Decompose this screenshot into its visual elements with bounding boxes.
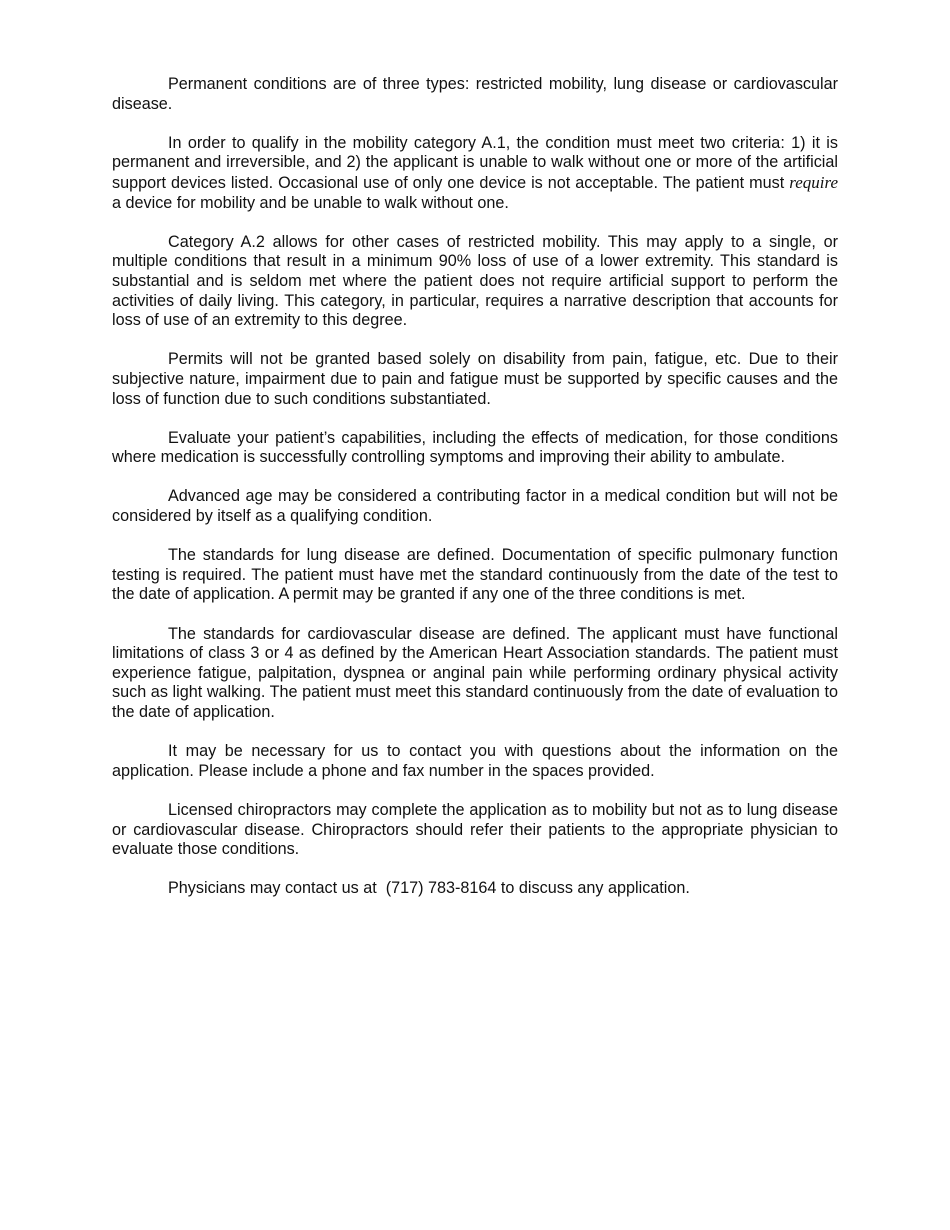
document-page	[112, 75, 838, 919]
physicians-contact-text-end: to discuss any application.	[496, 879, 690, 898]
mobility-a1-text: In order to qualify in the mobility category A.1, the condition must meet two criteria: 1) it is permanent and irreversible, and 2) the applicant is unable to walk without one or more of the artificial support devices listed. Occasional use of only one device is not acceptable. The patient must	[112, 133, 838, 192]
require-emphasis: require	[789, 172, 838, 192]
paragraph-category-a2: Category A.2 allows for other cases of restricted mobility. This may apply to a single, or multiple conditions that result in a minimum 90% loss of use of a lower extremity. This standard is substantial and is seldom met where the patient does not require artificial support to perform the activities of daily living. This category, in particular, requires a narrative description that accounts for loss of use of an extremity to this degree.	[112, 232, 838, 330]
mobility-a1-text-end: a device for mobility and be unable to walk without one.	[112, 193, 509, 212]
paragraph-permanent-conditions: Permanent conditions are of three types: restricted mobility, lung disease or cardiovascular disease.	[112, 75, 838, 113]
paragraph-contact-questions: It may be necessary for us to contact you with questions about the information on the application. Please include a phone and fax number in the spaces provided.	[112, 742, 838, 780]
paragraph-lung-disease: The standards for lung disease are defined. Documentation of specific pulmonary function testing is required. The patient must have met the standard continuously from the date of the test to the date of application. A permit may be granted if any one of the three conditions is met.	[112, 546, 838, 604]
paragraph-cardiovascular-disease: The standards for cardiovascular disease are defined. The applicant must have functional limitations of class 3 or 4 as defined by the American Heart Association standards. The patient must experience fatigue, palpitation, dyspnea or anginal pain while performing ordinary physical activity such as light walking. The patient must meet this standard continuously from the date of evaluation to the date of application.	[112, 624, 838, 721]
physicians-contact-text: Physicians may contact us at	[168, 879, 382, 898]
paragraph-advanced-age: Advanced age may be considered a contributing factor in a medical condition but will not be considered by itself as a qualifying condition.	[112, 487, 838, 526]
paragraph-mobility-category-a1	[112, 134, 838, 213]
paragraph-evaluate-capabilities: Evaluate your patient’s capabilities, including the effects of medication, for those conditions where medication is successfully controlling symptoms and improving their ability to ambulate.	[112, 428, 838, 467]
paragraph-physicians-contact	[112, 879, 838, 899]
paragraph-pain-fatigue: Permits will not be granted based solely on disability from pain, fatigue, etc. Due to their subjective nature, impairment due to pain and fatigue must be supported by specific causes and the loss of function due to such conditions substantiated.	[112, 350, 838, 408]
phone-number: (717) 783-8164	[385, 879, 497, 898]
paragraph-chiropractors: Licensed chiropractors may complete the application as to mobility but not as to lung disease or cardiovascular disease. Chiropractors should refer their patients to the appropriate physician to evaluate those conditions.	[112, 800, 838, 859]
